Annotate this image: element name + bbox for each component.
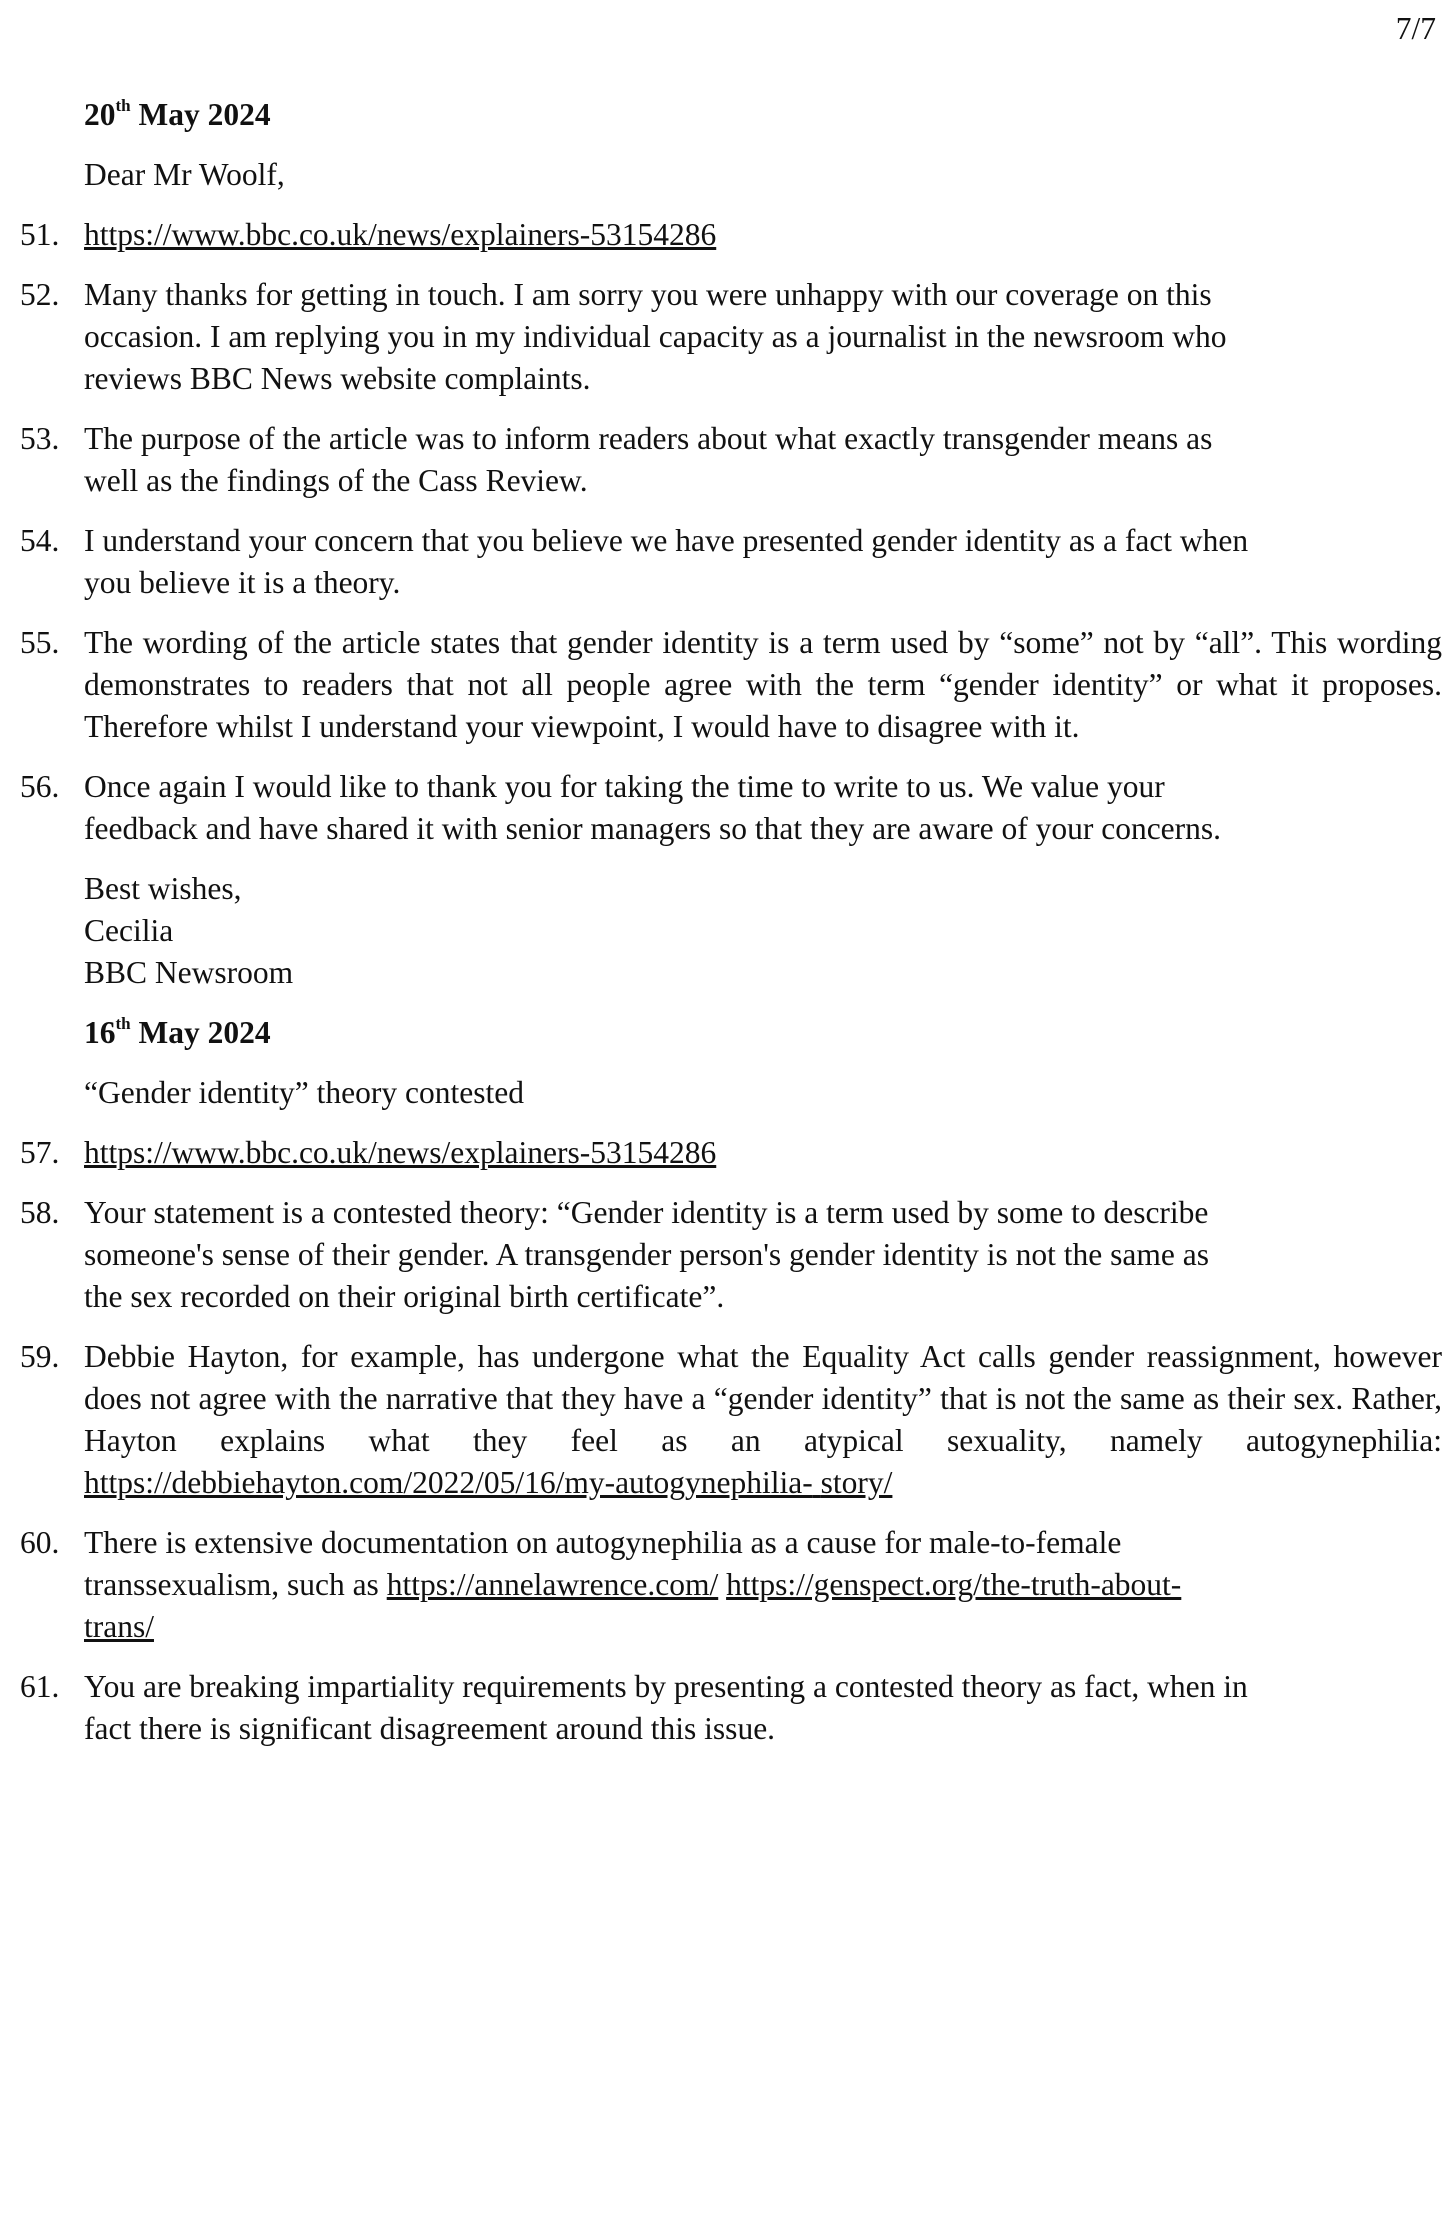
list-item-61: 61. You are breaking impartiality requirements by presenting a contested theory as fact, when in fact there is significant disagreement around this issue. (20, 1669, 1248, 1746)
page-number: 7/7 (1395, 11, 1436, 46)
signoff: Best wishes, (84, 871, 242, 906)
article-link[interactable]: https://www.bbc.co.uk/news/explainers-53154286 (84, 1135, 717, 1170)
list-item-56: 56. Once again I would like to thank you for taking the time to write to us. We value your feedback and have shared it with senior managers so that they are aware of your concerns. (20, 769, 1222, 846)
letter2-subject: “Gender identity” theory contested (84, 1075, 524, 1110)
list-item-55: 55. The wording of the article states that gender identity is a term used by “some” not by “all”. This wording demonstrates to readers that not all people agree with the term “gender identity” or what it proposes. Therefore whilst I understand your viewpoint, I would have to disagree with it. (20, 625, 1442, 744)
list-item-58: 58. Your statement is a contested theory: “Gender identity is a term used by some to describe someone's sense of their gender. A transgender person's gender identity is not the same as the sex recorded on their original birth certificate”. (20, 1195, 1209, 1314)
letter1-signature (84, 868, 1442, 994)
list-item-51: 51. https://www.bbc.co.uk/news/explainers-53154286 (20, 217, 717, 252)
signer-org: BBC Newsroom (84, 955, 294, 990)
list-item-53: 53. The purpose of the article was to inform readers about what exactly transgender means as well as the findings of the Cass Review. (20, 421, 1213, 498)
article-link[interactable]: https://www.bbc.co.uk/news/explainers-53154286 (84, 217, 717, 252)
list-item-57: 57. https://www.bbc.co.uk/news/explainers-53154286 (20, 1135, 717, 1170)
letter1-date: 20th May 2024 (84, 96, 271, 132)
list-item-60: 60. There is extensive documentation on autogynephilia as a cause for male-to-female transsexualism, such as https://annelawrence.com/ https://genspect.org/the-truth-about- trans/ (20, 1525, 1182, 1644)
document-body (20, 94, 1442, 1750)
hayton-link[interactable]: https://debbiehayton.com/2022/05/16/my-autogynephilia- story/ (84, 1465, 893, 1500)
list-item-52: 52. Many thanks for getting in touch. I am sorry you were unhappy with our coverage on this occasion. I am replying you in my individual capacity as a journalist in the newsroom who reviews BBC News website complaints. (20, 277, 1227, 396)
list-item-59: 59. Debbie Hayton, for example, has undergone what the Equality Act calls gender reassignment, however does not agree with the narrative that they have a “gender identity” that is not the same as their sex. Rather, Hayton explains what they feel as an atypical sexuality, namely autogynephilia: https://debbiehayton.com/2022/05/16/my-autogynephilia- story/ (20, 1339, 1442, 1500)
signer-name: Cecilia (84, 913, 174, 948)
letter1-greeting: Dear Mr Woolf, (84, 157, 285, 192)
list-item-54: 54. I understand your concern that you believe we have presented gender identity as a fact when you believe it is a theory. (20, 523, 1249, 600)
letter2-date: 16th May 2024 (84, 1014, 271, 1050)
genspect-link-continued[interactable]: trans/ (84, 1609, 154, 1644)
lawrence-link[interactable]: https://annelawrence.com/ (386, 1567, 719, 1602)
genspect-link[interactable]: https://genspect.org/the-truth-about- (726, 1567, 1182, 1602)
